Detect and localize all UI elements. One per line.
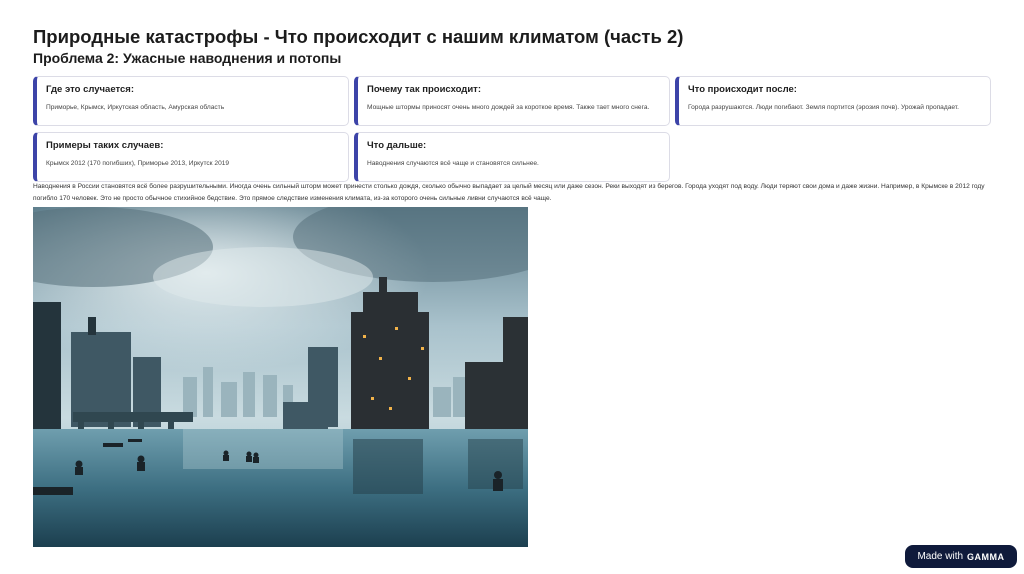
card-next <box>354 132 670 182</box>
page-subtitle: Проблема 2: Ужасные наводнения и потопы <box>33 50 342 66</box>
card-text: Приморье, Крымск, Иркутская область, Амурская область <box>46 104 225 111</box>
flooded-city-image <box>33 207 528 547</box>
card-title: Примеры таких случаев: <box>46 140 164 151</box>
made-with-gamma-badge[interactable] <box>905 545 1017 568</box>
card-text: Города разрушаются. Люди погибают. Земля портится (эрозия почв). Урожай пропадает. <box>688 104 959 111</box>
card-text: Мощные штормы приносят очень много дождей за короткое время. Также тает много снега. <box>367 104 650 111</box>
card-title: Почему так происходит: <box>367 84 481 95</box>
card-title: Где это случается: <box>46 84 135 95</box>
card-text: Наводнения случаются всё чаще и становятся сильнее. <box>367 160 539 167</box>
page-title: Природные катастрофы - Что происходит с нашим климатом (часть 2) <box>33 26 684 47</box>
card-after <box>675 76 991 126</box>
body-paragraph: Наводнения в России становятся всё более разрушительными. Иногда очень сильный шторм может принести столько дождя, сколько обычно выпадает за целый месяц или даже сезон. Реки выходят из берегов. Города уходят под воду. Люди теряют свои дома и даже жизни. Например, в Крымске в 2012 году погибло 170 человек. Это не просто обычное стихийное бедствие. Это прямое следствие изменения климата, из-за которого очень сильные ливни случаются всё чаще. <box>33 183 985 202</box>
card-why <box>354 76 670 126</box>
card-text: Крымск 2012 (170 погибших), Приморье 2013, Иркутск 2019 <box>46 160 230 167</box>
card-title: Что дальше: <box>367 140 427 151</box>
card-where <box>33 76 349 126</box>
badge-prefix: Made with <box>917 551 964 562</box>
gamma-logo: GAMMA <box>967 551 1005 562</box>
card-title: Что происходит после: <box>688 84 797 95</box>
card-examples <box>33 132 349 182</box>
